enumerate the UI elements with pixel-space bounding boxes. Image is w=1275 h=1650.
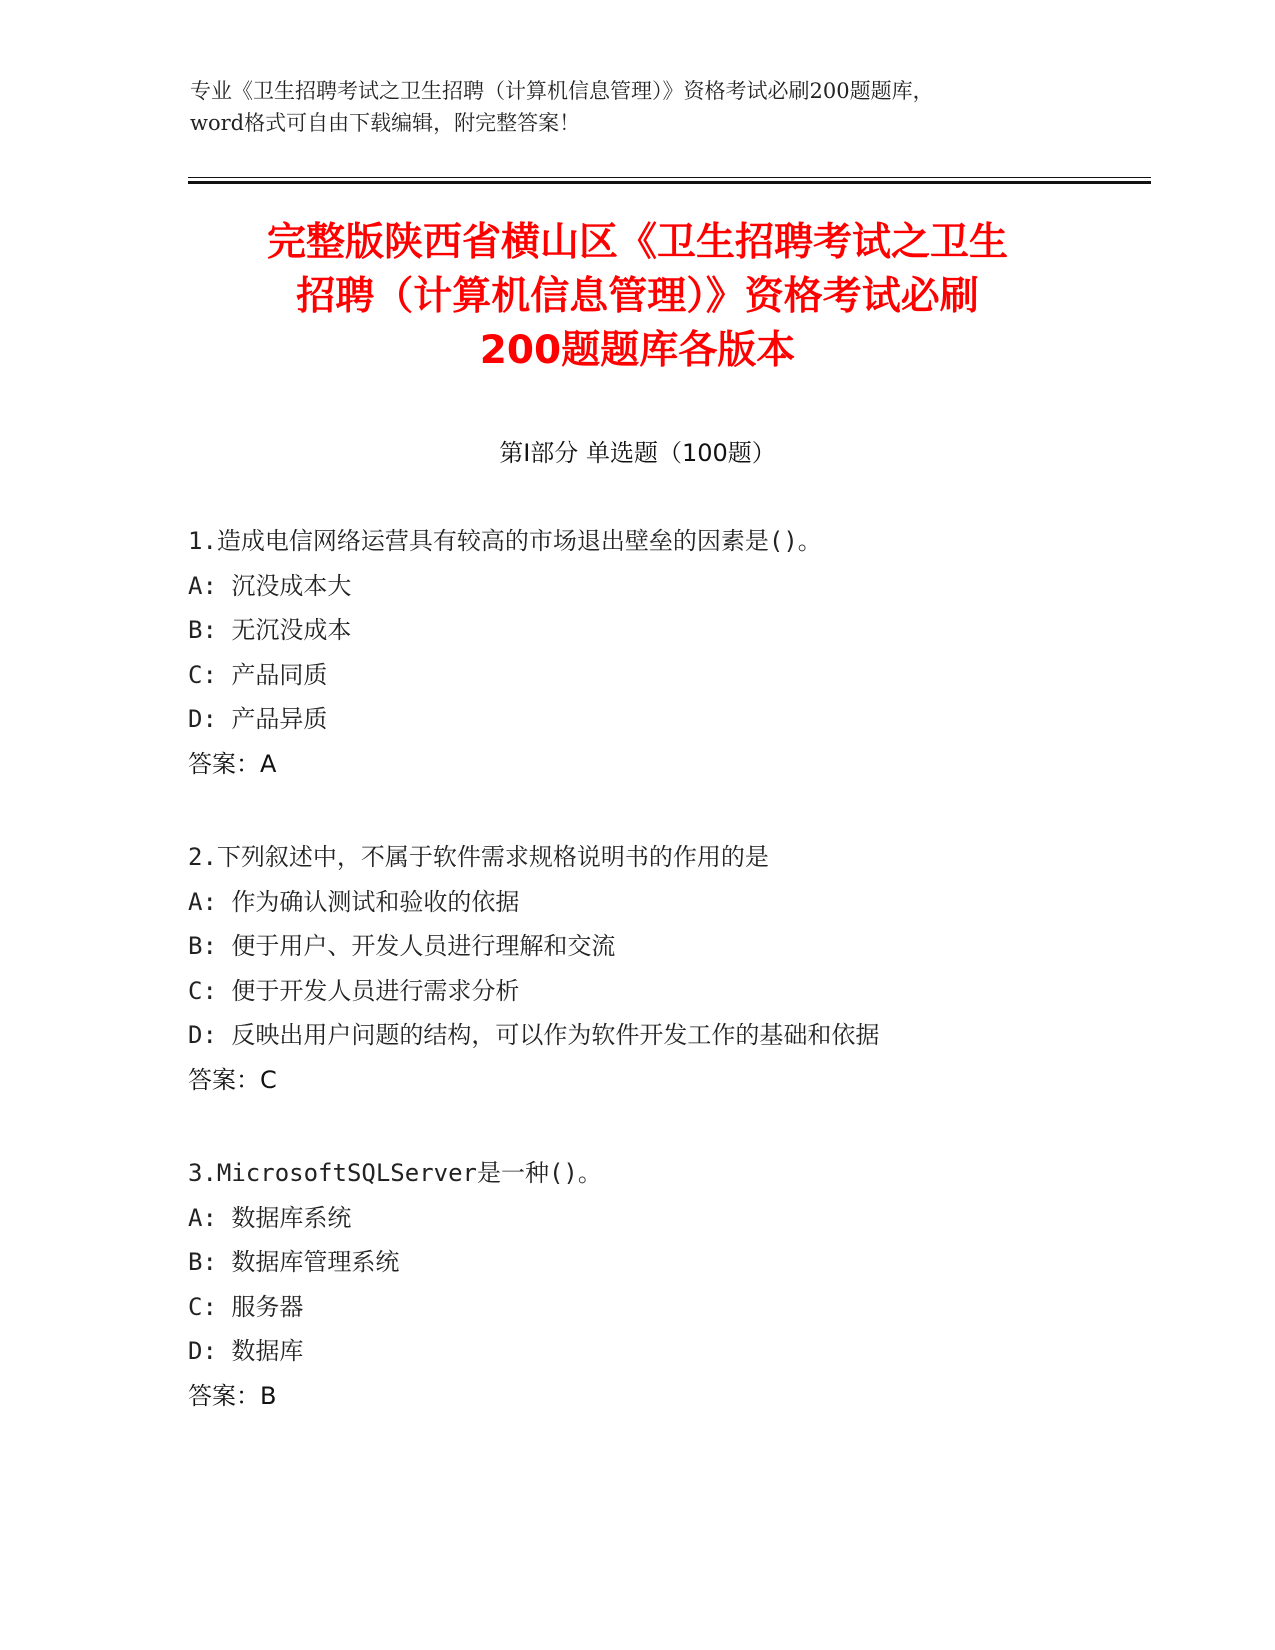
question-2-option-d: D: 反映出用户问题的结构，可以作为软件开发工作的基础和依据 (188, 1021, 880, 1049)
question-1-option-b: B: 无沉没成本 (188, 616, 352, 644)
question-stem-2: 2.下列叙述中，不属于软件需求规格说明书的作用的是 (188, 843, 769, 871)
document-title-line-2: 招聘（计算机信息管理）》资格考试必刷 (296, 274, 979, 319)
question-2-option-a: A: 作为确认测试和验收的依据 (188, 888, 520, 916)
header-divider-thin (188, 177, 1151, 178)
question-3-option-b: B: 数据库管理系统 (188, 1248, 400, 1276)
question-stem-1: 1.造成电信网络运营具有较高的市场退出壁垒的因素是()。 (188, 527, 822, 555)
question-3-answer: 答案：B (188, 1382, 277, 1410)
question-2-answer: 答案：C (188, 1066, 277, 1094)
document-title-line-3: 200题题库各版本 (479, 328, 796, 373)
question-3-option-d: D: 数据库 (188, 1337, 304, 1365)
question-1-option-a: A: 沉没成本大 (188, 572, 352, 600)
header-line-2: word格式可自由下载编辑，附完整答案！ (190, 111, 581, 135)
question-1-option-c: C: 产品同质 (188, 661, 328, 689)
question-2-option-b: B: 便于用户、开发人员进行理解和交流 (188, 932, 616, 960)
question-3-option-c: C: 服务器 (188, 1293, 304, 1321)
question-2-option-c: C: 便于开发人员进行需求分析 (188, 977, 520, 1005)
header-divider-thick (188, 181, 1151, 184)
question-stem-3: 3.MicrosoftSQLServer是一种()。 (188, 1159, 602, 1187)
question-1-answer: 答案：A (188, 750, 277, 778)
section-title: 第I部分 单选题（100题） (499, 439, 776, 467)
header-line-1: 专业《卫生招聘考试之卫生招聘（计算机信息管理）》资格考试必刷200题题库， (190, 79, 934, 103)
question-1-option-d: D: 产品异质 (188, 705, 328, 733)
question-3-option-a: A: 数据库系统 (188, 1204, 352, 1232)
document-title-line-1: 完整版陕西省横山区《卫生招聘考试之卫生 (266, 220, 1008, 265)
